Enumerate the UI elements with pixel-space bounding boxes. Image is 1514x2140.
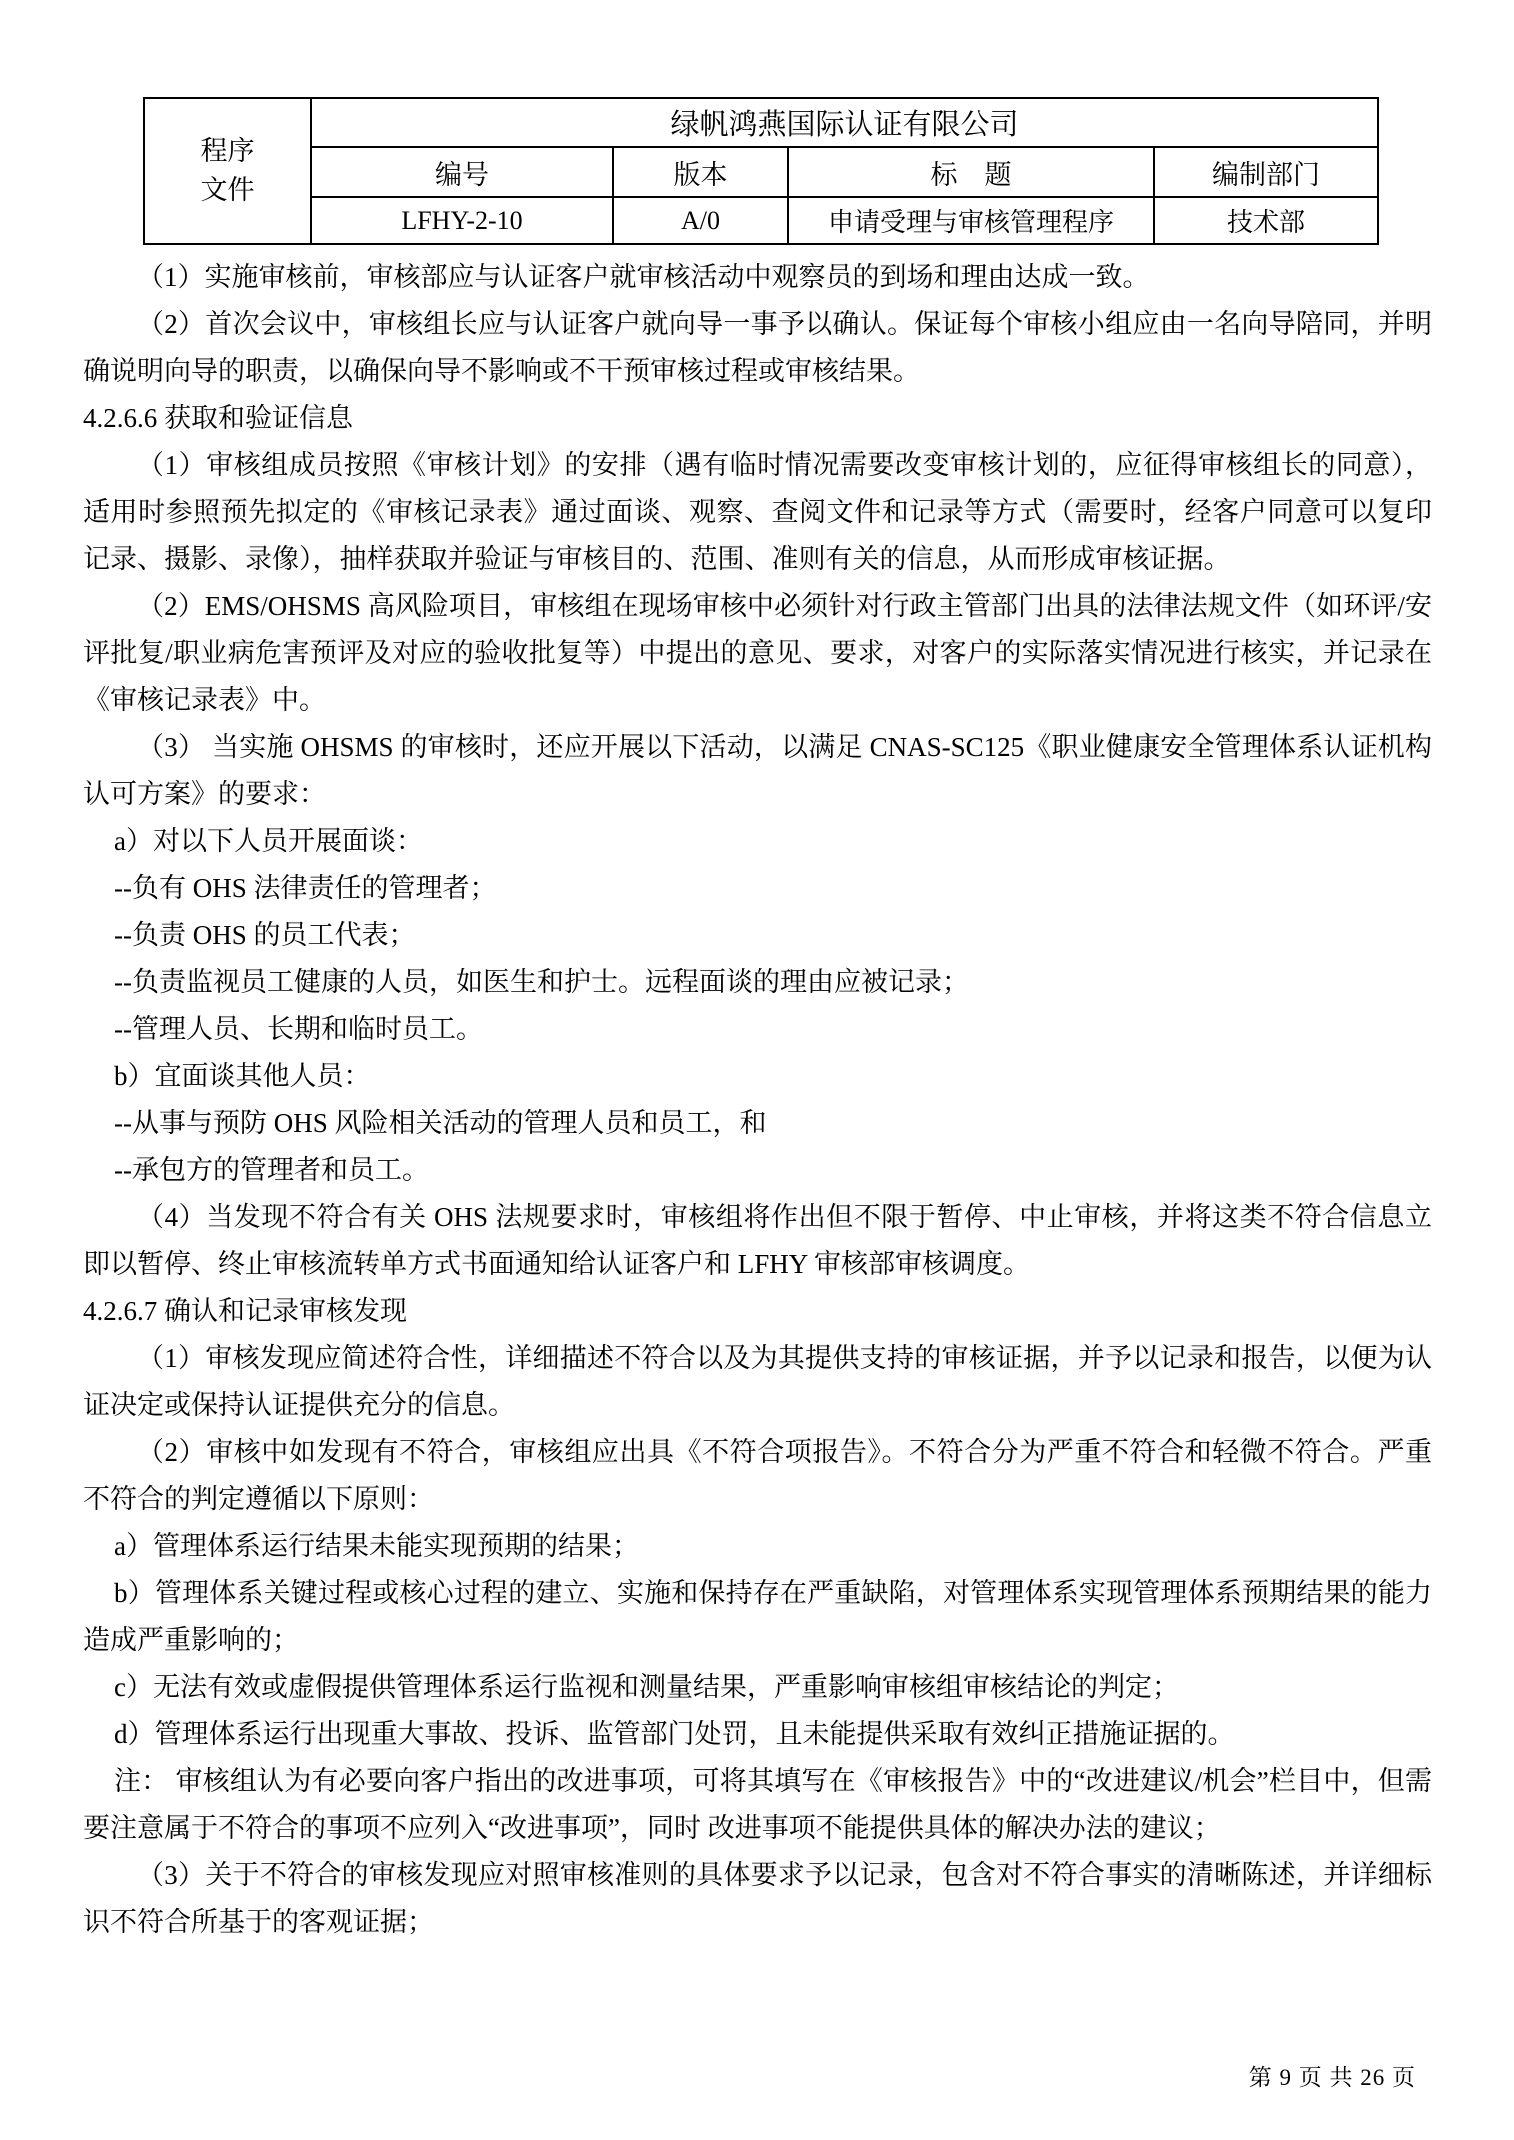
note-paragraph: 注： 审核组认为有必要向客户指出的改进事项，可将其填写在《审核报告》中的“改进建议/机会”栏目中，但需要注意属于不符合的事项不应列入“改进事项”，同时 改进事项不能提供具体的解决办法的建议；: [83, 1766, 1432, 1843]
section-heading: 4.2.6.6 获取和验证信息: [83, 403, 353, 433]
doc-type-line2: 文件: [200, 175, 255, 205]
list-item: --从事与预防 OHS 风险相关活动的管理人员和员工，和: [114, 1108, 767, 1138]
list-item: d）管理体系运行出现重大事故、投诉、监管部门处罚，且未能提供采取有效纠正措施证据的。: [114, 1719, 1235, 1749]
paragraph: （1）审核发现应简述符合性，详细描述不符合以及为其提供支持的审核证据，并予以记录和报告，以便为认证决定或保持认证提供充分的信息。: [83, 1343, 1432, 1420]
doc-title-value: 申请受理与审核管理程序: [788, 197, 1154, 244]
list-item: --管理人员、长期和临时员工。: [114, 1014, 484, 1044]
paragraph: （1）实施审核前，审核部应与认证客户就审核活动中观察员的到场和理由达成一致。: [137, 262, 1150, 292]
list-item: a）对以下人员开展面谈：: [114, 826, 424, 856]
doc-number-value: LFHY-2-10: [311, 197, 613, 244]
document-header-table: [143, 97, 1379, 245]
list-item: b）宜面谈其他人员：: [114, 1061, 371, 1091]
paragraph: （2）EMS/OHSMS 高风险项目，审核组在现场审核中必须针对行政主管部门出具的法律法规文件（如环评/安评批复/职业病危害预评及对应的验收批复等）中提出的意见、要求，对客户的实际落实情况进行核实，并记录在《审核记录表》中。: [83, 591, 1432, 715]
column-header-number: 编号: [311, 147, 613, 197]
list-item: --承包方的管理者和员工。: [114, 1155, 430, 1185]
doc-version-value: A/0: [613, 197, 788, 244]
column-header-department: 编制部门: [1154, 147, 1378, 197]
paragraph: （4）当发现不符合有关 OHS 法规要求时，审核组将作出但不限于暂停、中止审核，并将这类不符合信息立即以暂停、终止审核流转单方式书面通知给认证客户和 LFHY 审核部审核调度。: [83, 1202, 1432, 1279]
document-body: [83, 254, 1432, 1946]
list-item: c）无法有效或虚假提供管理体系运行监视和测量结果，严重影响审核组审核结论的判定；: [114, 1672, 1180, 1702]
list-item: --负责监视员工健康的人员，如医生和护士。远程面谈的理由应被记录；: [114, 967, 970, 997]
column-header-version: 版本: [613, 147, 788, 197]
list-item: --负责 OHS 的员工代表；: [114, 920, 416, 950]
doc-type-line1: 程序: [200, 135, 255, 166]
page-number: 第 9 页 共 26 页: [1248, 2065, 1416, 2090]
company-name: 绿帆鸿燕国际认证有限公司: [311, 98, 1378, 147]
column-header-title: 标 题: [788, 147, 1154, 197]
doc-type-cell: [144, 98, 311, 244]
list-item: b）管理体系关键过程或核心过程的建立、实施和保持存在严重缺陷，对管理体系实现管理体系预期结果的能力造成严重影响的；: [83, 1578, 1432, 1655]
section-heading: 4.2.6.7 确认和记录审核发现: [83, 1296, 407, 1326]
list-item: a）管理体系运行结果未能实现预期的结果；: [114, 1531, 640, 1561]
paragraph: （3） 当实施 OHSMS 的审核时，还应开展以下活动，以满足 CNAS-SC125《职业健康安全管理体系认证机构认可方案》的要求：: [83, 732, 1432, 809]
paragraph: （2）审核中如发现有不符合，审核组应出具《不符合项报告》。不符合分为严重不符合和轻微不符合。严重不符合的判定遵循以下原则：: [83, 1437, 1432, 1514]
doc-department-value: 技术部: [1154, 197, 1378, 244]
paragraph: （2）首次会议中，审核组长应与认证客户就向导一事予以确认。保证每个审核小组应由一名向导陪同，并明确说明向导的职责，以确保向导不影响或不干预审核过程或审核结果。: [83, 309, 1432, 386]
list-item: --负有 OHS 法律责任的管理者；: [114, 873, 497, 903]
paragraph: （3）关于不符合的审核发现应对照审核准则的具体要求予以记录，包含对不符合事实的清晰陈述，并详细标识不符合所基于的客观证据；: [83, 1860, 1432, 1937]
paragraph: （1）审核组成员按照《审核计划》的安排（遇有临时情况需要改变审核计划的，应征得审核组长的同意），适用时参照预先拟定的《审核记录表》通过面谈、观察、查阅文件和记录等方式（需要时，经客户同意可以复印记录、摄影、录像），抽样获取并验证与审核目的、范围、准则有关的信息，从而形成审核证据。: [83, 450, 1432, 574]
